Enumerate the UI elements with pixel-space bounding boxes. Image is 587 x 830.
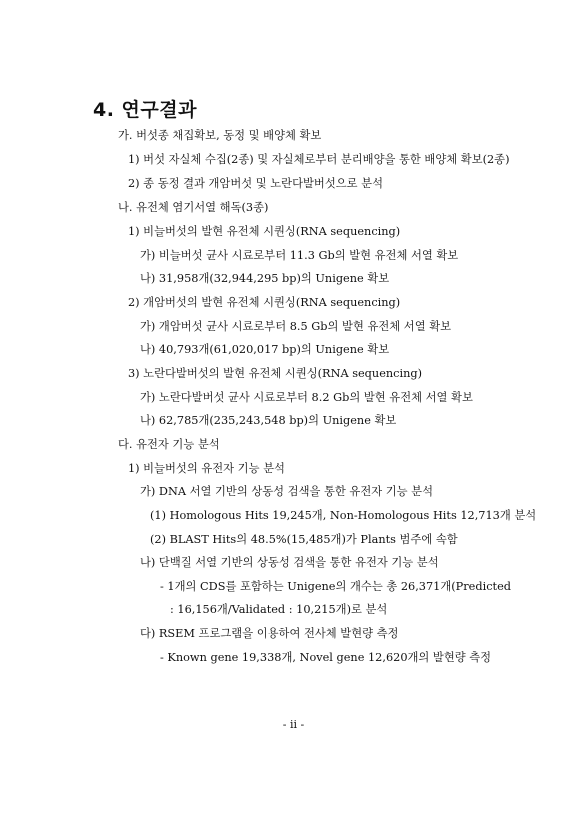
item-ga-collection: 가. 버섯종 채집확보, 동정 및 배양체 확보 — [118, 129, 322, 142]
item-ga-bineul-sequence: 가) 비늘버섯 균사 시료로부터 11.3 Gb의 발현 유전체 서열 확보 — [140, 249, 459, 262]
item-2-identification: 2) 종 동정 결과 개암버섯 및 노란다발버섯으로 분석 — [128, 177, 383, 190]
item-na-gaeam-unigene: 나) 40,793개(61,020,017 bp)의 Unigene 확보 — [140, 343, 390, 356]
page-number: - ii - — [282, 718, 305, 731]
item-2-blast-hits: (2) BLAST Hits의 48.5%(15,485개)가 Plants 범주에 속함 — [150, 533, 458, 546]
item-da-function: 다. 유전자 기능 분석 — [118, 438, 220, 451]
item-ga-gaeam-sequence: 가) 개암버섯 균사 시료로부터 8.5 Gb의 발현 유전체 서열 확보 — [140, 320, 452, 333]
item-known-novel-genes: - Known gene 19,338개, Novel gene 12,620개의 발현량 측정 — [160, 651, 492, 664]
item-1-collection: 1) 버섯 자실체 수집(2종) 및 자실체로부터 분리배양을 통한 배양체 확보(2종) — [128, 153, 510, 166]
item-1-bineul-function: 1) 비늘버섯의 유전자 기능 분석 — [128, 462, 285, 475]
item-na-noran-unigene: 나) 62,785개(235,243,548 bp)의 Unigene 확보 — [140, 414, 397, 427]
item-ga-dna-homology: 가) DNA 서열 기반의 상동성 검색을 통한 유전자 기능 분석 — [140, 485, 433, 498]
item-1-homologous-hits: (1) Homologous Hits 19,245개, Non-Homologous Hits 12,713개 분석 — [150, 509, 537, 522]
item-na-protein-homology: 나) 단백질 서열 기반의 상동성 검색을 통한 유전자 기능 분석 — [140, 556, 439, 569]
item-3-rnaseq-noran: 3) 노란다발버섯의 발현 유전체 시퀀싱(RNA sequencing) — [128, 367, 423, 380]
item-ga-noran-sequence: 가) 노란다발버섯 균사 시료로부터 8.2 Gb의 발현 유전체 서열 확보 — [140, 391, 473, 404]
item-cds-count-continued: : 16,156개/Validated : 10,215개)로 분석 — [170, 603, 388, 616]
item-na-genome: 나. 유전체 염기서열 해독(3종) — [118, 201, 269, 214]
item-na-bineul-unigene: 나) 31,958개(32,944,295 bp)의 Unigene 확보 — [140, 272, 390, 285]
item-cds-count: - 1개의 CDS를 포함하는 Unigene의 개수는 총 26,371개(Predicted — [160, 580, 511, 593]
item-1-rnaseq-bineul: 1) 비늘버섯의 발현 유전체 시퀀싱(RNA sequencing) — [128, 225, 401, 238]
section-title: 4. 연구결과 — [93, 99, 197, 121]
item-da-rsem: 다) RSEM 프로그램을 이용하여 전사체 발현량 측정 — [140, 627, 399, 640]
item-2-rnaseq-gaeam: 2) 개암버섯의 발현 유전체 시퀀싱(RNA sequencing) — [128, 296, 401, 309]
